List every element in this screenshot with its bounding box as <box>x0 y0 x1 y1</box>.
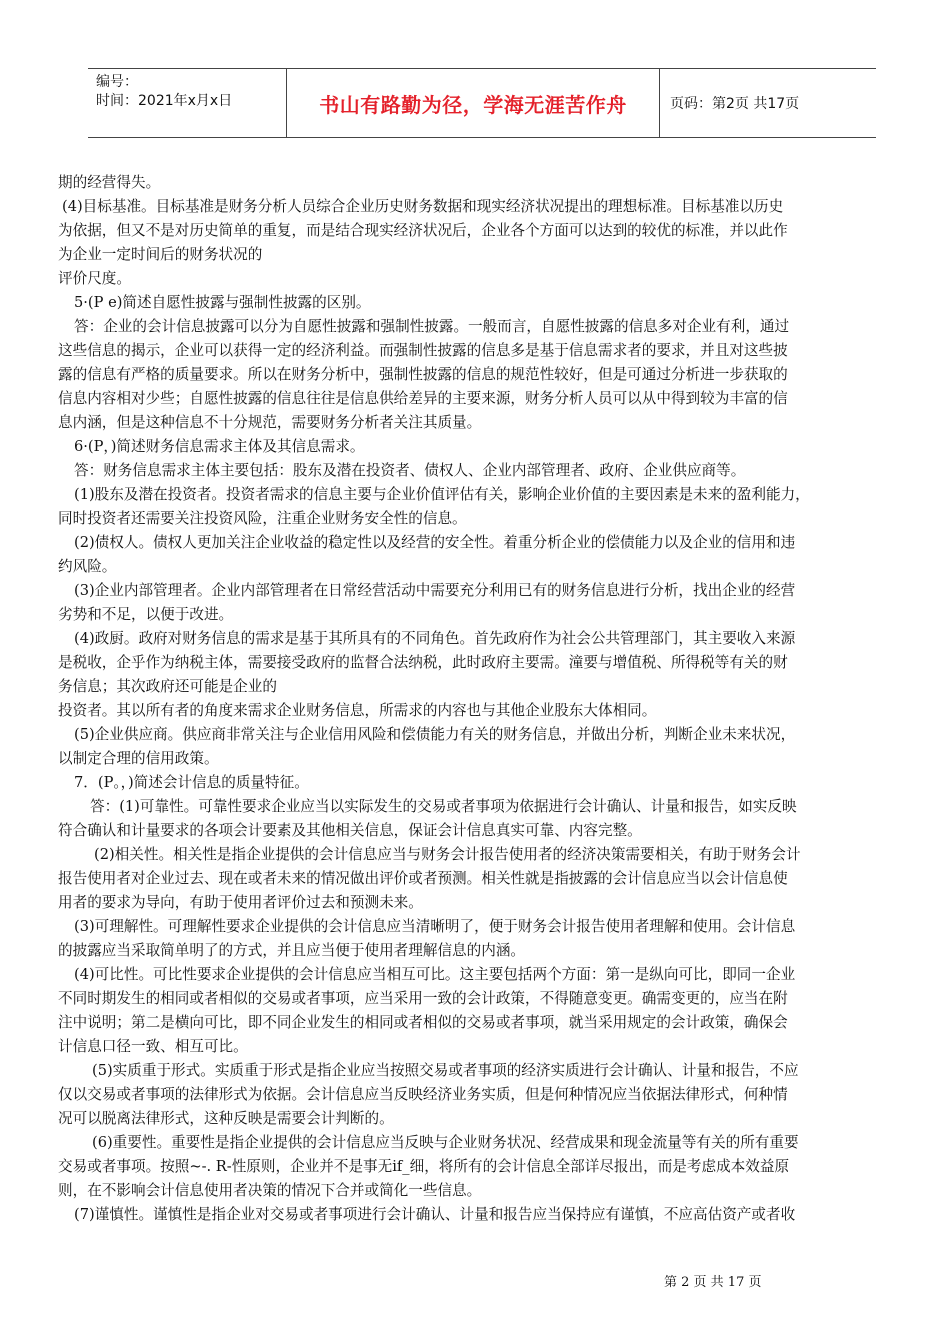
text-line: 期的经营得失。 <box>58 174 161 191</box>
text-line: (4)目标基准。目标基准是财务分析人员综合企业历史财务数据和现实经济状况提出的理想标准。目标基准以历史 <box>62 198 784 215</box>
text-line: 答：企业的会计信息披露可以分为自愿性披露和强制性披露。一般而言，自愿性披露的信息多对企业有利，通过 <box>74 318 790 335</box>
text-line: 为企业一定时间后的财务状况的 <box>58 246 263 263</box>
text-line: 息内涵，但是这种信息不十分规范，需要财务分析者关注其质量。 <box>58 414 482 431</box>
page-footer: 第 2 页 共 17 页 <box>664 1275 762 1290</box>
text-line: 以制定合理的信用政策。 <box>58 750 219 767</box>
text-line: 仅以交易或者事项的法律形式为依据。会计信息应当反映经济业务实质，但是何种情况应当依据法律形式，何种情 <box>58 1086 788 1103</box>
text-line: 5·(P e)简述自愿性披露与强制性披露的区别。 <box>74 294 371 311</box>
text-line: (1)股东及潜在投资者。投资者需求的信息主要与企业价值评估有关，影响企业价值的主要因素是未来的盈利能力， <box>74 486 810 503</box>
text-line: 的披露应当采取简单明了的方式，并且应当便于使用者理解信息的内涵。 <box>58 942 526 959</box>
time-label: 时间：2021年x月x日 <box>96 93 233 109</box>
text-line: (3)可理解性。可理解性要求企业提供的会计信息应当清晰明了，便于财务会计报告使用者理解和使用。会计信息 <box>74 918 796 935</box>
text-line: (6)重要性。重要性是指企业提供的会计信息应当反映与企业财务状况、经营成果和现金流量等有关的所有重要 <box>92 1134 799 1151</box>
text-line: 交易或者事项。按照~-. R-性原则，企业并不是事无if_细，将所有的会计信息全部详尽报出，而是考虑成本效益原 <box>58 1158 790 1175</box>
text-line: 务信息；其次政府还可能是企业的 <box>58 678 277 695</box>
text-line: 这些信息的揭示，企业可以获得一定的经济利益。而强制性披露的信息多是基于信息需求者的要求，并且对这些披 <box>58 342 788 359</box>
text-line: 劣势和不足，以便于改进。 <box>58 606 234 623</box>
text-line: 7．(P。，)简述会计信息的质量特征。 <box>74 774 309 791</box>
document-header <box>88 68 876 138</box>
text-line: 6·(P，)简述财务信息需求主体及其信息需求。 <box>74 438 365 455</box>
text-line: 同时投资者还需要关注投资风险，注重企业财务安全性的信息。 <box>58 510 467 527</box>
text-line: 投资者。其以所有者的角度来需求企业财务信息，所需求的内容也与其他企业股东大体相同。 <box>58 702 657 719</box>
text-line: 不同时期发生的相同或者相似的交易或者事项，应当采用一致的会计政策，不得随意变更。确需变更的，应当在附 <box>58 990 788 1007</box>
text-line: 评价尺度。 <box>58 270 131 287</box>
text-line: 约风险。 <box>58 558 117 575</box>
text-line: (5)企业供应商。供应商非常关注与企业信用风险和偿债能力有关的财务信息，并做出分析，判断企业未来状况， <box>74 726 796 743</box>
text-line: 信息内容相对少些；自愿性披露的信息往往是信息供给差异的主要来源，财务分析人员可以从中得到较为丰富的信 <box>58 390 788 407</box>
code-label: 编号： <box>96 74 138 90</box>
text-line: (2)相关性。相关性是指企业提供的会计信息应当与财务会计报告使用者的经济决策需要相关，有助于财务会计 <box>94 846 801 863</box>
page-label: 页码：第2页 共17页 <box>670 96 800 112</box>
page-number-cell <box>660 69 876 137</box>
text-line: 用者的要求为导向，有助于使用者评价过去和预测未来。 <box>58 894 423 911</box>
motto-text: 书山有路勤为径，学海无涯苦作舟 <box>319 92 627 117</box>
motto-cell <box>287 69 660 137</box>
header-meta-cell <box>88 69 287 137</box>
text-line: 露的信息有严格的质量要求。所以在财务分析中，强制性披露的信息的规范性较好，但是可通过分析进一步获取的 <box>58 366 788 383</box>
text-line: 为依据，但又不是对历史简单的重复，而是结合现实经济状况后，企业各个方面可以达到的较优的标准，并以此作 <box>58 222 788 239</box>
text-line: (4)政厨。政府对财务信息的需求是基于其所具有的不同角色。首先政府作为社会公共管理部门，其主要收入来源 <box>74 630 796 647</box>
text-line: 符合确认和计量要求的各项会计要素及其他相关信息，保证会计信息真实可靠、内容完整。 <box>58 822 642 839</box>
text-line: 况可以脱离法律形式，这种反映是需要会计判断的。 <box>58 1110 394 1127</box>
text-line: (5)实质重于形式。实质重于形式是指企业应当按照交易或者事项的经济实质进行会计确认、计量和报告，不应 <box>92 1062 799 1079</box>
text-line: 报告使用者对企业过去、现在或者未来的情况做出评价或者预测。相关性就是指披露的会计信息应当以会计信息使 <box>58 870 788 887</box>
text-line: (4)可比性。可比性要求企业提供的会计信息应当相互可比。这主要包括两个方面：第一是纵向可比，即同一企业 <box>74 966 796 983</box>
text-line: 计信息口径一致、相互可比。 <box>58 1038 248 1055</box>
text-line: (2)债权人。债权人更加关注企业收益的稳定性以及经营的安全性。着重分析企业的偿债能力以及企业的信用和违 <box>74 534 796 551</box>
text-line: (3)企业内部管理者。企业内部管理者在日常经营活动中需要充分利用已有的财务信息进行分析，找出企业的经营 <box>74 582 796 599</box>
text-line: 注中说明；第二是横向可比，即不同企业发生的相同或者相似的交易或者事项，就当采用规定的会计政策，确保会 <box>58 1014 788 1031</box>
text-line: (7)谨慎性。谨慎性是指企业对交易或者事项进行会计确认、计量和报告应当保持应有谨慎，不应高估资产或者收 <box>74 1206 796 1223</box>
text-line: 答：(1)可靠性。可靠性要求企业应当以实际发生的交易或者事项为依据进行会计确认、计量和报告，如实反映 <box>90 798 797 815</box>
body-text <box>58 171 906 1227</box>
text-line: 是税收，企乎作为纳税主体，需要接受政府的监督合法纳税，此时政府主要需。潼要与增值税、所得税等有关的财 <box>58 654 788 671</box>
text-line: 答：财务信息需求主体主要包括：股东及潜在投资者、债权人、企业内部管理者、政府、企业供应商等。 <box>74 462 746 479</box>
text-line: 则，在不影响会计信息使用者决策的情况下合并或简化一些信息。 <box>58 1182 482 1199</box>
